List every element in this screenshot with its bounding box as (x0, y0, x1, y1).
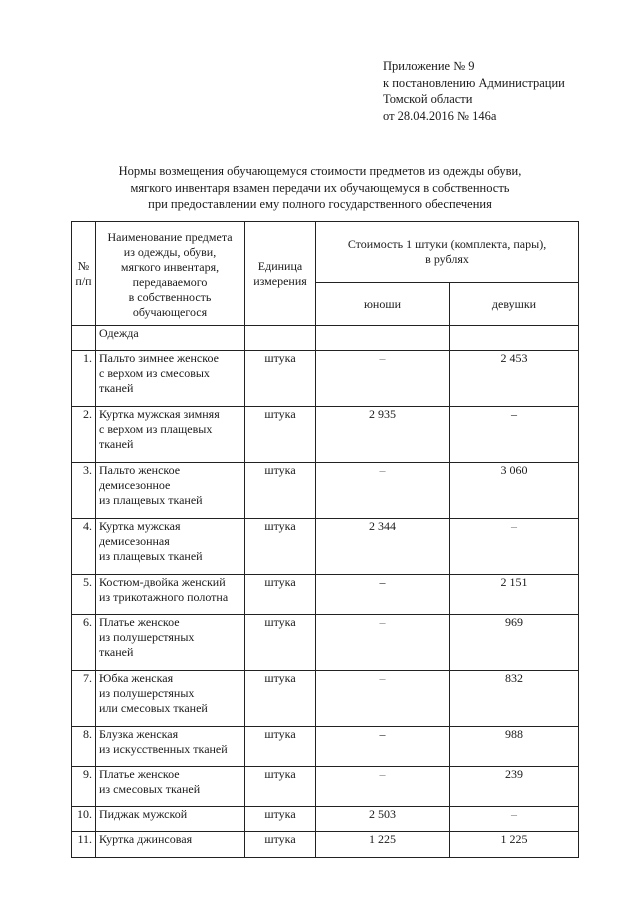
row-num: 9. (72, 767, 96, 807)
row-name (96, 407, 245, 463)
row-num: 7. (72, 671, 96, 727)
row-unit: штука (245, 767, 316, 807)
row-boys: – (316, 671, 450, 727)
row-boys: – (316, 727, 450, 767)
row-boys: – (316, 615, 450, 671)
title-line: при предоставлении ему полного государственного обеспечения (148, 197, 492, 211)
row-name-line: Платье женское (99, 615, 180, 629)
row-unit: штука (245, 351, 316, 407)
table-header (72, 222, 579, 326)
header-cost-line: Стоимость 1 штуки (комплекта, пары), (347, 237, 547, 251)
row-girls: 239 (450, 767, 579, 807)
row-name-line: Пиджак мужской (99, 807, 188, 821)
section-unit-cell (245, 326, 316, 351)
row-name-line: демисезонная (99, 534, 170, 548)
row-girls: 2 151 (450, 575, 579, 615)
row-name-line: тканей (99, 645, 134, 659)
row-num: 3. (72, 463, 96, 519)
row-girls: 969 (450, 615, 579, 671)
row-name-line: с верхом из смесовых (99, 366, 210, 380)
appendix-line: Томской области (383, 92, 473, 106)
appendix-line: от 28.04.2016 № 146а (383, 108, 497, 123)
row-boys: 2 344 (316, 519, 450, 575)
table-row (72, 407, 579, 463)
row-girls: – (450, 519, 579, 575)
section-boys-cell (316, 326, 450, 351)
header-cost-line: в рублях (425, 252, 469, 266)
section-num-cell (72, 326, 96, 351)
row-name (96, 519, 245, 575)
row-name (96, 832, 245, 858)
row-girls: 988 (450, 727, 579, 767)
row-name-line: с верхом из плащевых (99, 422, 213, 436)
table-row (72, 807, 579, 832)
table-row (72, 727, 579, 767)
row-boys: 2 503 (316, 807, 450, 832)
table-row (72, 351, 579, 407)
appendix-line: Приложение № 9 (383, 59, 475, 73)
row-unit: штука (245, 407, 316, 463)
row-unit: штука (245, 463, 316, 519)
row-girls: 1 225 (450, 832, 579, 858)
row-name (96, 767, 245, 807)
row-name-line: из искусственных тканей (99, 742, 228, 756)
row-unit: штука (245, 519, 316, 575)
row-name-line: Куртка мужская зимняя (99, 407, 220, 421)
table-row (72, 671, 579, 727)
row-girls: 2 453 (450, 351, 579, 407)
header-name-line: мягкого инвентаря, (120, 260, 220, 274)
row-boys: 1 225 (316, 832, 450, 858)
header-name-line: передаваемого (132, 275, 208, 289)
table-row (72, 615, 579, 671)
row-name (96, 615, 245, 671)
header-name-line: обучающегося (132, 305, 208, 319)
row-name-line: или смесовых тканей (99, 701, 208, 715)
row-girls: 832 (450, 671, 579, 727)
row-girls: 3 060 (450, 463, 579, 519)
header-name-line: из одежды, обуви, (123, 245, 217, 259)
table-row (72, 463, 579, 519)
header-girls: девушки (450, 283, 579, 326)
table-row (72, 519, 579, 575)
document-title (0, 163, 640, 213)
row-name-line: из плащевых тканей (99, 549, 203, 563)
section-label: Одежда (96, 326, 245, 351)
row-girls: – (450, 807, 579, 832)
norms-table (71, 221, 579, 858)
row-boys: 2 935 (316, 407, 450, 463)
row-name-line: Платье женское (99, 767, 180, 781)
section-row (72, 326, 579, 351)
header-num-line: п/п (75, 273, 92, 288)
row-num: 4. (72, 519, 96, 575)
row-name-line: из плащевых тканей (99, 493, 203, 507)
row-num: 6. (72, 615, 96, 671)
row-name-line: Пальто зимнее женское (99, 351, 219, 365)
header-unit-line: измерения (253, 273, 307, 288)
row-name-line: Костюм-двойка женский (99, 575, 226, 589)
row-name (96, 671, 245, 727)
row-name (96, 575, 245, 615)
table-row (72, 767, 579, 807)
header-name-line: в собственность (128, 290, 212, 304)
row-num: 11. (72, 832, 96, 858)
table-row (72, 575, 579, 615)
row-name-line: из трикотажного полотна (99, 590, 229, 604)
row-num: 1. (72, 351, 96, 407)
row-name-line: Пальто женское (99, 463, 181, 477)
row-num: 8. (72, 727, 96, 767)
title-line: мягкого инвентаря взамен передачи их обучающемуся в собственность (130, 180, 510, 195)
row-boys: – (316, 351, 450, 407)
section-girls-cell (450, 326, 579, 351)
header-num-line: № (77, 258, 90, 273)
appendix-line: к постановлению Администрации (383, 75, 565, 90)
row-num: 5. (72, 575, 96, 615)
header-unit-line: Единица (257, 258, 303, 273)
header-unit (245, 222, 316, 326)
row-boys: – (316, 767, 450, 807)
row-boys: – (316, 463, 450, 519)
row-name-line: из полушерстяных (99, 686, 195, 700)
row-name-line: тканей (99, 381, 134, 395)
row-unit: штука (245, 671, 316, 727)
row-name-line: из полушерстяных (99, 630, 195, 644)
row-name-line: демисезонное (99, 478, 171, 492)
table-body (72, 326, 579, 858)
appendix-block (383, 58, 565, 124)
header-num (72, 222, 96, 326)
row-unit: штука (245, 807, 316, 832)
table-row (72, 832, 579, 858)
row-unit: штука (245, 615, 316, 671)
row-name-line: из смесовых тканей (99, 782, 201, 796)
row-num: 10. (72, 807, 96, 832)
row-name (96, 727, 245, 767)
row-name-line: тканей (99, 437, 134, 451)
row-name-line: Блузка женская (99, 727, 179, 741)
row-boys: – (316, 575, 450, 615)
row-unit: штука (245, 727, 316, 767)
header-name (96, 222, 245, 326)
row-name-line: Куртка джинсовая (99, 832, 193, 846)
header-cost (316, 222, 579, 283)
row-name (96, 463, 245, 519)
row-num: 2. (72, 407, 96, 463)
row-unit: штука (245, 832, 316, 858)
row-name (96, 351, 245, 407)
title-line: Нормы возмещения обучающемуся стоимости предметов из одежды обуви, (118, 164, 522, 178)
row-name-line: Юбка женская (99, 671, 174, 685)
row-name (96, 807, 245, 832)
row-name-line: Куртка мужская (99, 519, 181, 533)
header-name-line: Наименование предмета (107, 230, 233, 244)
header-boys: юноши (316, 283, 450, 326)
row-girls: – (450, 407, 579, 463)
row-unit: штука (245, 575, 316, 615)
